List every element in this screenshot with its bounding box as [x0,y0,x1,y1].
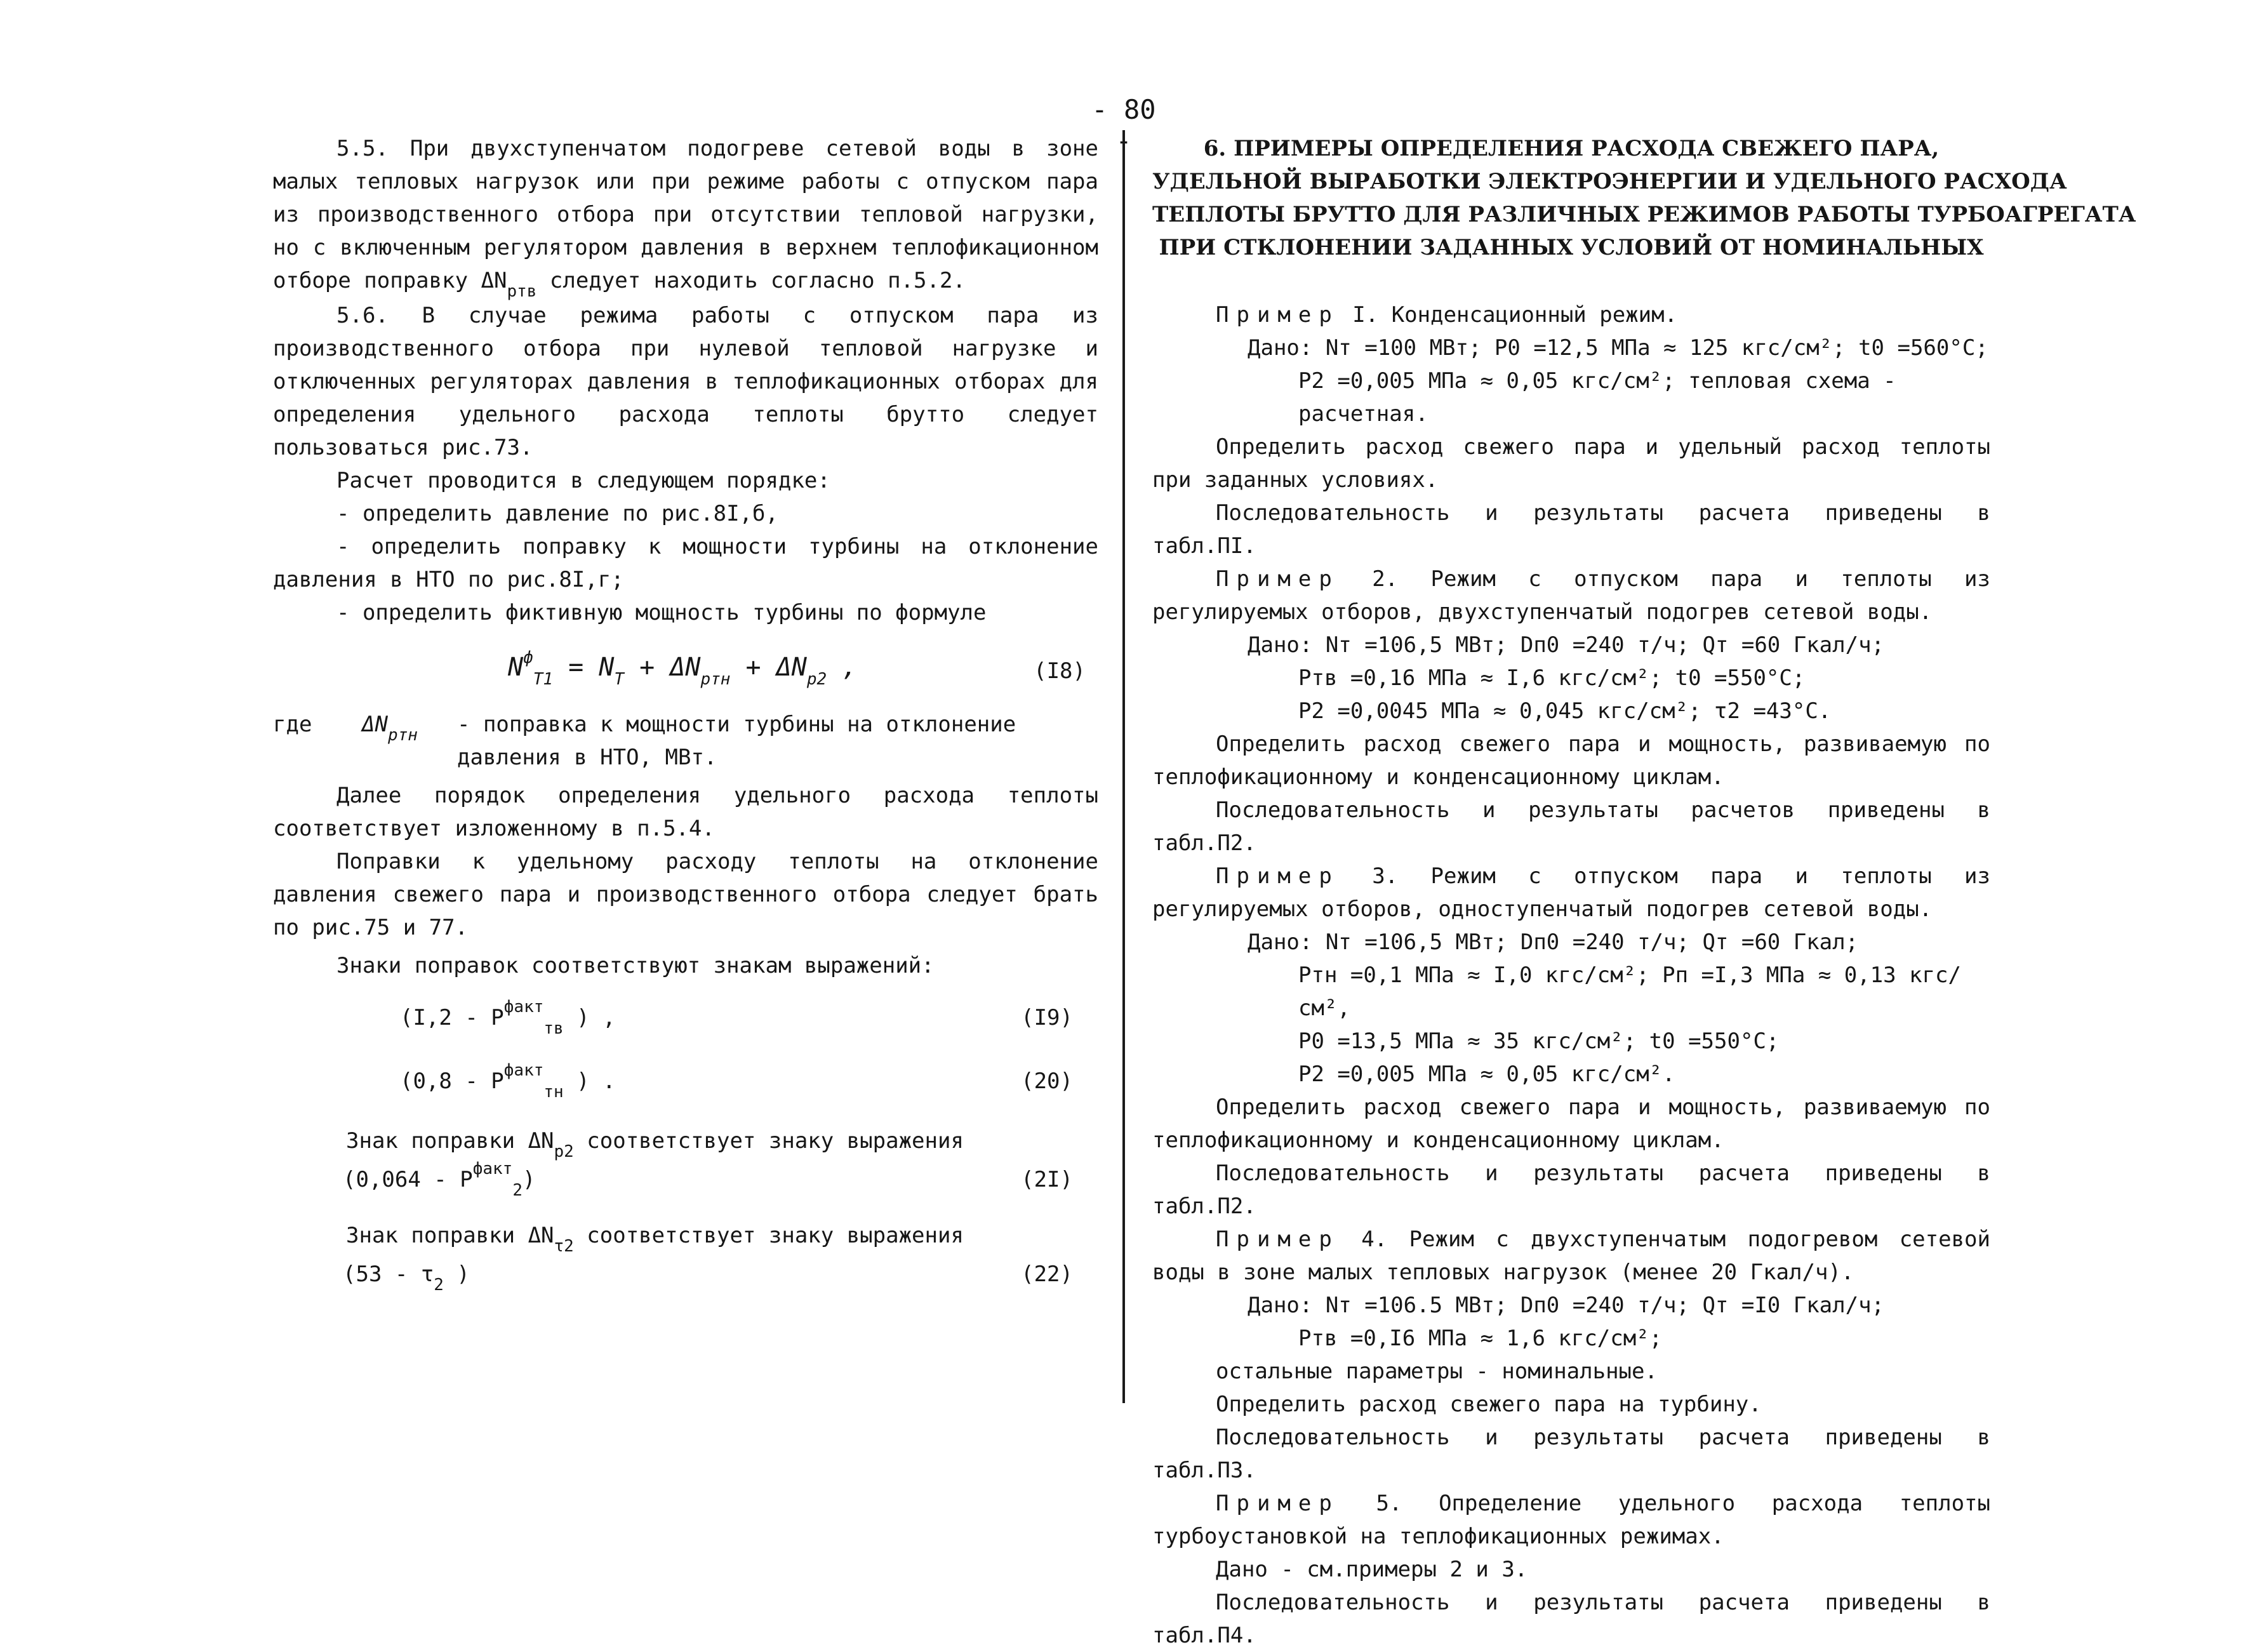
sign-21-pre: Знак поправки ΔN [346,1128,554,1154]
example-3-result: Последовательность и результаты расчета приведены в табл.П2. [1152,1161,1990,1219]
expression-21-text: (0,064 - P [343,1167,473,1192]
example-3-given-4: P2 =0,005 МПа ≈ 0,05 кгс/см². [1298,1062,1675,1087]
where-label: где [273,712,312,737]
paragraph-5-5 [273,132,1098,299]
expression-22-sub: 2 [434,1276,444,1295]
section-6-heading [1152,132,2136,264]
expression-19 [273,982,1098,1046]
example-1-given-2: P2 =0,005 МПа ≈ 0,05 кгс/см²; тепловая схема - расчетная. [1298,368,1896,427]
expression-22 [273,1254,1098,1298]
sign-21-line [273,1124,1098,1159]
paragraph-further: Далее порядок определения удельного расхода теплоты соответствует изложенному в п.5.4. [273,783,1098,841]
example-3-title [1152,860,1990,926]
example-4-given-2: Pтв =0,I6 МПа ≈ 1,6 кгс/см²; [1298,1326,1663,1351]
right-column [1152,132,2136,1652]
example-5-given: Дано - см.примеры 2 и 3. [1216,1557,1528,1582]
equation-number-19: (I9) [1021,1005,1073,1030]
expression-20-tail: ) . [563,1069,616,1094]
example-3-task: Определить расход свежего пара и мощность, развиваемую по теплофикационному и конденсационному циклам. [1152,1095,1990,1153]
formula-18-expression [508,648,858,689]
equation-number-20: (20) [1021,1069,1073,1094]
example-2-label: Пример [1216,566,1340,592]
sign-21-sub: p2 [554,1142,574,1161]
expression-21-tail: ) [522,1167,536,1192]
example-2-task: Определить расход свежего пара и мощность, развиваемую по теплофикационному и конденсационному циклам. [1152,731,1990,790]
expression-21-sup: факт [472,1159,513,1178]
formula-18-term-c: + ΔN [730,653,807,682]
example-1-label: Пример [1216,302,1340,328]
expression-20 [273,1046,1098,1109]
expression-21 [273,1159,1098,1204]
where-definition [273,708,1098,774]
where-symbol-text: ΔN [362,712,388,737]
expression-20-sub: тн [543,1082,564,1102]
paragraph-5-5-text: 5.5. При двухступенчатом подогреве сетевой воды в зоне малых тепловых нагрузок или при режиме работы с отпуском пара из производственного отбора при отсутствии тепловой нагрузки, но с включенным регулятором давления в верхнем теплофикационном отборе поправку ΔN [273,136,1098,293]
example-1-result: Последовательность и результаты расчета приведены в табл.ПI. [1152,500,1990,559]
expression-21-sub: 2 [512,1181,522,1200]
formula-18-lhs: N [508,653,524,682]
expression-22-text: (53 - τ [343,1262,434,1287]
where-description: - поправка к мощности турбины на отклонение давления в НТО, МВт. [457,712,1016,770]
example-4-given-3: остальные параметры - номинальные. [1216,1359,1658,1384]
expression-19-sup: факт [503,997,544,1016]
sign-22-pre: Знак поправки ΔN [346,1223,554,1248]
sign-22-line [273,1219,1098,1254]
formula-18-term-b: + ΔN [624,653,701,682]
formula-18 [273,636,1098,702]
formula-18-term-c-sub: p2 [806,670,827,689]
formula-18-term-a: = N [553,653,615,682]
expression-22-body [343,1258,470,1293]
example-2-head: 2. Режим с отпуском пара и теплоты из регулируемых отборов, двухступенчатый подогрев сетевой воды. [1152,566,1990,625]
equation-number-21: (2I) [1021,1167,1073,1192]
paragraph-corrections: Поправки к удельному расходу теплоты на отклонение давления свежего пара и производственного отбора следует брать по рис.75 и 77. [273,849,1098,940]
expression-20-text: (0,8 - P [400,1069,504,1094]
example-3-head: 3. Режим с отпуском пара и теплоты из регулируемых отборов, одноступенчатый подогрев сетевой воды. [1152,863,1990,922]
example-5-head: 5. Определение удельного расхода теплоты турбоустановкой на теплофикационных режимах. [1152,1491,1990,1549]
order-intro: Расчет проводится в следующем порядке: [336,468,830,493]
example-1-title [1152,298,1990,331]
expression-20-body [400,1061,616,1102]
heading-line-4: ПРИ СТКЛОНЕНИИ ЗАДАННЫХ УСЛОВИЙ ОТ НОМИНАЛЬНЫХ [1159,235,1984,260]
formula-18-lhs-sub: T1 [533,670,554,689]
formula-18-term-a-sub: T [614,670,625,689]
expression-19-body [400,997,616,1038]
step-3: - определить фиктивную мощность турбины по формуле [336,600,987,625]
equation-number-18: (I8) [1034,658,1086,684]
formula-18-term-b-sub: pтн [700,670,731,689]
heading-line-3: ТЕПЛОТЫ БРУТТО ДЛЯ РАЗЛИЧНЫХ РЕЖИМОВ РАБОТЫ ТУРБОАГРЕГАТА [1152,202,2136,227]
example-4-label: Пример [1216,1227,1340,1252]
step-2: - определить поправку к мощности турбины на отклонение давления в НТО по рис.8I,г; [273,534,1098,592]
paragraph-5-5-subscript: pтв [507,282,537,301]
example-5-label: Пример [1216,1491,1340,1516]
equation-number-22: (22) [1021,1262,1073,1287]
expression-19-tail: ) , [563,1005,616,1030]
example-2-result: Последовательность и результаты расчетов приведены в табл.П2. [1152,797,1990,856]
step-1: - определить давление по рис.8I,б, [336,501,778,526]
sign-22-sub: τ2 [554,1237,574,1256]
left-column [273,132,1098,1298]
example-4-given-1: Дано: Nт =106.5 МВт; Dп0 =240 т/ч; Qт =I0 Гкал/ч; [1248,1293,1885,1318]
example-4-task: Определить расход свежего пара на турбину. [1216,1392,1762,1417]
expression-21-body [343,1159,536,1200]
paragraph-5-6: 5.6. В случае режима работы с отпуском пара из производственного отбора при нулевой тепловой нагрузке и отключенных регуляторах давления в теплофикационных отборах для определения удельного расхода теплоты брутто следует пользоваться рис.73. [273,303,1098,460]
column-divider [1122,130,1125,1403]
example-4-result: Последовательность и результаты расчета приведены в табл.П3. [1152,1425,1990,1483]
example-5-result: Последовательность и результаты расчета приведены в табл.П4. [1152,1590,1990,1648]
example-2-given-1: Дано: Nт =106,5 МВт; Dп0 =240 т/ч; Qт =60 Гкал/ч; [1248,632,1885,658]
example-3-given-2: Pтн =0,1 МПа ≈ I,0 кгс/см²; Pп =I,3 МПа ≈ 0,13 кгс/см², [1298,963,1961,1021]
example-2-given-2: Pтв =0,16 МПа ≈ I,6 кгс/см²; t0 =550°С; [1298,665,1806,691]
paragraph-signs: Знаки поправок соответствуют знакам выражений: [336,953,935,978]
page-number: - 80 - [1091,94,1156,156]
where-symbol-sub: pтн [387,726,418,745]
formula-18-lhs-sup: ф [523,648,533,667]
example-1-task: Определить расход свежего пара и удельный расход теплоты при заданных условиях. [1152,434,1990,493]
expression-20-sup: факт [503,1061,544,1080]
paragraph-5-5-end: следует находить согласно п.5.2. [536,268,966,293]
example-2-given-3: P2 =0,0045 МПа ≈ 0,045 кгс/см²; τ2 =43°С. [1298,698,1832,724]
example-1-head: I. Конденсационный режим. [1339,302,1678,328]
heading-line-2: УДЕЛЬНОЙ ВЫРАБОТКИ ЭЛЕКТРОЭНЕРГИИ И УДЕЛЬНОГО РАСХОДА [1152,169,2067,194]
expression-22-tail: ) [443,1262,470,1287]
heading-line-1: 6. ПРИМЕРЫ ОПРЕДЕЛЕНИЯ РАСХОДА СВЕЖЕГО ПАРА, [1203,136,1940,161]
example-3-given-1: Дано: Nт =106,5 МВт; Dп0 =240 т/ч; Qт =60 Гкал; [1248,929,1859,955]
example-1-given-1: Дано: Nт =100 МВт; P0 =12,5 МПа ≈ 125 кгс/см²; t0 =560°С; [1248,335,1988,361]
example-4-title [1152,1223,1990,1289]
example-5-title [1152,1487,1990,1553]
expression-19-sub: тв [543,1019,564,1038]
example-2-title [1152,563,1990,629]
formula-18-tail: , [827,653,858,682]
expression-19-text: (I,2 - P [400,1005,504,1030]
example-3-label: Пример [1216,863,1340,889]
where-symbol [362,708,457,774]
sign-22-post: соответствует знаку выражения [573,1223,964,1248]
sign-21-post: соответствует знаку выражения [573,1128,964,1154]
example-3-given-3: P0 =13,5 МПа ≈ 35 кгс/см²; t0 =550°С; [1298,1029,1780,1054]
example-4-head: 4. Режим с двухступенчатым подогревом сетевой воды в зоне малых тепловых нагрузок (менее 20 Гкал/ч). [1152,1227,1990,1285]
